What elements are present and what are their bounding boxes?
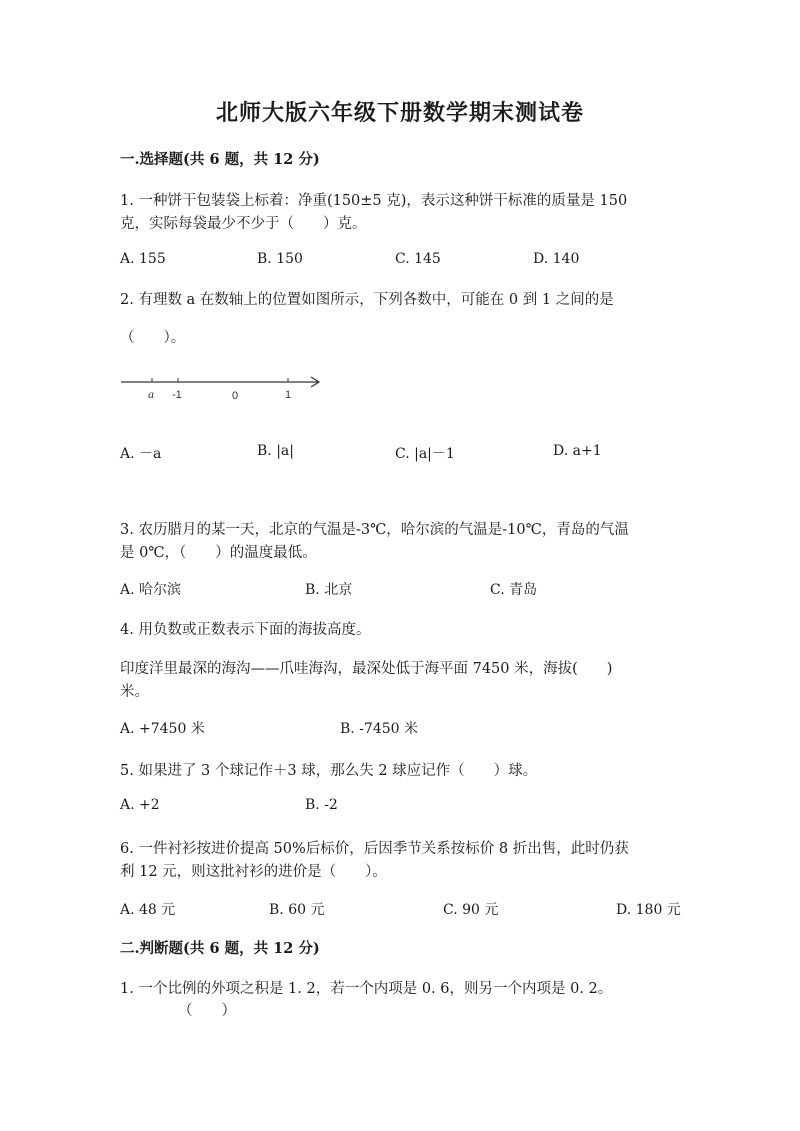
- question-6-option-b: B. 60 元: [269, 902, 325, 918]
- question-3-line-1: 3. 农历腊月的某一天，北京的气温是-3℃，哈尔滨的气温是-10℃，青岛的气温: [120, 522, 629, 538]
- question-1-option-c: C. 145: [395, 251, 441, 267]
- question-4-line-2: 印度洋里最深的海沟——爪哇海沟，最深处低于海平面 7450 米，海拔( ): [120, 661, 613, 677]
- question-2-line-2: （ ）。: [120, 330, 186, 346]
- label-0: 0: [232, 390, 239, 402]
- question-5-line-1: 5. 如果进了 3 个球记作＋3 球，那么失 2 球应记作（ ）球。: [120, 763, 538, 779]
- exam-title: 北师大版六年级下册数学期末测试卷: [215, 100, 584, 126]
- question-5-option-a: A. +2: [120, 797, 160, 813]
- question-6-option-d: D. 180 元: [616, 902, 681, 918]
- question-4-option-a: A. +7450 米: [120, 721, 205, 737]
- question-2-option-b: B. |a|: [257, 443, 294, 459]
- section-heading-judgement: 二.判断题(共 6 题，共 12 分): [120, 940, 320, 957]
- question-2-option-a: A. －a: [120, 446, 162, 462]
- question-4-option-b: B. -7450 米: [340, 721, 418, 737]
- question-3-option-a: A. 哈尔滨: [120, 582, 182, 598]
- question-3-option-b: B. 北京: [305, 582, 353, 598]
- label-a: a: [148, 387, 154, 401]
- section-heading-choice: 一.选择题(共 6 题，共 12 分): [120, 151, 320, 168]
- question-1-option-a: A. 155: [120, 251, 166, 267]
- question-1-line-1: 1. 一种饼干包装袋上标着：净重(150±5 克)，表示这种饼干标准的质量是 150: [120, 193, 628, 209]
- question-1-option-d: D. 140: [533, 251, 580, 267]
- question-4-line-1: 4. 用负数或正数表示下面的海拔高度。: [120, 622, 371, 638]
- question-3-line-2: 是 0℃，（ ）的温度最低。: [120, 545, 317, 561]
- question-1-option-b: B. 150: [257, 251, 303, 267]
- label-1: 1: [285, 389, 292, 401]
- question-6-option-a: A. 48 元: [120, 902, 176, 918]
- question-1-line-2: 克，实际每袋最少不少于（ ）克。: [120, 216, 367, 232]
- question-2-option-d: D. a+1: [553, 443, 602, 459]
- question-6-line-2: 利 12 元，则这批衬衫的进价是（ ）。: [120, 864, 387, 880]
- question-2-line-1: 2. 有理数 a 在数轴上的位置如图所示，下列各数中，可能在 0 到 1 之间的是: [120, 292, 614, 308]
- question-5-option-b: B. -2: [305, 797, 338, 813]
- number-line-figure: [118, 372, 328, 406]
- question-6-option-c: C. 90 元: [443, 902, 499, 918]
- question-4-line-3: 米。: [120, 684, 149, 700]
- judgement-1-line-1: 1. 一个比例的外项之积是 1. 2，若一个内项是 0. 6，则另一个内项是 0. 2。: [120, 981, 613, 997]
- label-minus-1: -1: [172, 389, 182, 401]
- question-3-option-c: C. 青岛: [490, 582, 538, 598]
- question-6-line-1: 6. 一件衬衫按进价提高 50%后标价，后因季节关系按标价 8 折出售，此时仍获: [120, 841, 629, 857]
- question-2-option-c: C. |a|－1: [395, 446, 455, 462]
- judgement-1-answer-blank: （ ）: [178, 1003, 236, 1019]
